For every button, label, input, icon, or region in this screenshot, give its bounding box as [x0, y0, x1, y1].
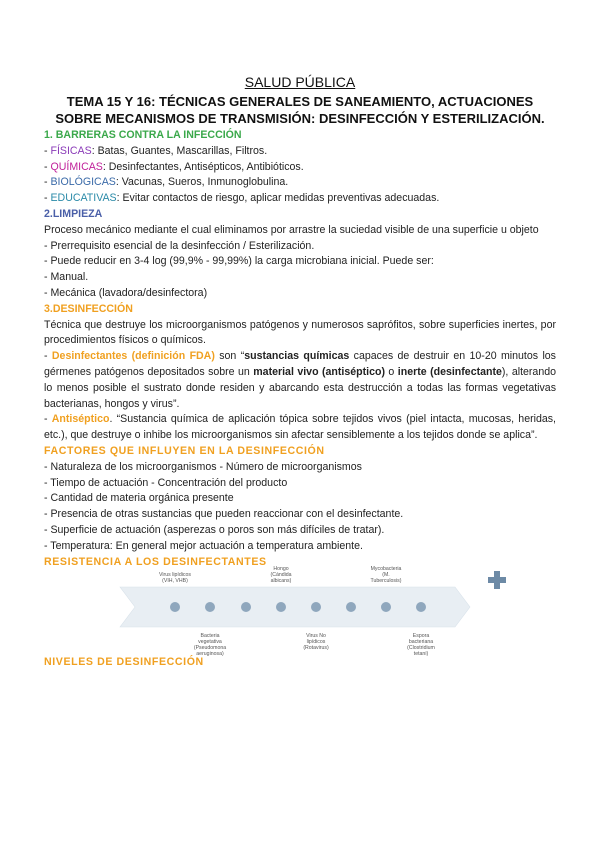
resistance-bottom-label: Bacteria vegetativa (Pseudomona aeruginosa): [193, 633, 227, 657]
resistance-top-label: Virus lipídicos (VIH, VHB): [159, 572, 191, 584]
section-heading-barreras: 1. BARRERAS CONTRA LA INFECCIÓN: [44, 129, 242, 141]
list-item: - EDUCATIVAS: Evitar contactos de riesgo, aplicar medidas preventivas adecuadas.: [44, 192, 440, 205]
resistance-bottom-labels: [194, 633, 435, 657]
section-heading-limpieza: 2.LIMPIEZA: [44, 207, 103, 220]
plus-icon: [488, 571, 506, 589]
resistance-dot: [170, 602, 180, 612]
section-heading-resistencia: RESISTENCIA A LOS DESINFECTANTES: [44, 555, 267, 568]
page-title: SALUD PÚBLICA: [244, 74, 356, 90]
resistance-dot: [346, 602, 356, 612]
list-item: - BIOLÓGICAS: Vacunas, Sueros, Inmunoglobulina.: [44, 176, 289, 189]
list-item: - Cantidad de materia orgánica presente: [44, 492, 234, 505]
list-item: - Naturaleza de los microorganismos - Número de microorganismos: [44, 460, 362, 473]
resistance-dot: [241, 602, 251, 612]
label-fisicas: FÍSICAS: [50, 144, 92, 157]
resistance-bottom-label: Virus No lipídicos (Rotavirus): [303, 633, 329, 651]
document-body: [44, 128, 556, 570]
label-biologicas: BIOLÓGICAS: [50, 176, 116, 189]
label-quimicas: QUÍMICAS: [50, 160, 103, 173]
list-item: - FÍSICAS: Batas, Guantes, Mascarillas, Filtros.: [44, 144, 268, 157]
paragraph-desinfectantes: - Desinfectantes (definición FDA) son “sustancias químicas capaces de destruir en 10-20 minutos los gérmenes patógenos depositados sobre un material vivo (antiséptico) o inerte (desinfectante), alterando lo menos posible el sustrato donde residen y abarcando esta destrucción a todas las formas vegetativas bacterianas, hongos y virus”.: [44, 350, 557, 410]
list-item: - QUÍMICAS: Desinfectantes, Antisépticos, Antibióticos.: [44, 160, 304, 173]
resistance-top-labels: [159, 566, 402, 584]
list-item: - Presencia de otras sustancias que pueden reaccionar con el desinfectante.: [44, 508, 404, 521]
label-antiseptico: Antiséptico: [51, 413, 110, 426]
paragraph: Proceso mecánico mediante el cual eliminamos por arrastre la suciedad visible de una superficie u objeto: [44, 223, 539, 236]
list-item: - Prerrequisito esencial de la desinfección / Esterilización.: [44, 239, 315, 252]
paragraph-antiseptico: - Antiséptico. “Sustancia química de aplicación tópica sobre tejidos vivos (piel intacta, mucosas, heridas, etc.), que destruye o inhibe los microorganismos sin afectar sensiblemente a los tejidos donde se aplica”.: [44, 413, 556, 442]
label-educativas: EDUCATIVAS: [50, 192, 117, 205]
list-item: - Superficie de actuación (asperezas o poros son más difíciles de tratar).: [44, 523, 385, 536]
paragraph: Técnica que destruye los microorganismos patógenos y numerosos saprófitos, sobre superficies inertes, por procedimientos físicos o químicos.: [44, 318, 556, 347]
section-heading-niveles: NIVELES DE DESINFECCIÓN: [44, 656, 204, 668]
page-subtitle: TEMA 15 Y 16: TÉCNICAS GENERALES DE SANEAMIENTO, ACTUACIONES SOBRE MECANISMOS DE TRANSMISIÓN: DESINFECCIÓN Y ESTERILIZACIÓN.: [55, 94, 545, 126]
section-heading-desinfeccion: 3.DESINFECCIÓN: [44, 302, 133, 315]
list-item: - Manual.: [44, 271, 89, 284]
section-heading-factores: FACTORES QUE INFLUYEN EN LA DESINFECCIÓN: [44, 444, 325, 457]
resistance-top-label: Hongo (Cándida albicans): [270, 566, 292, 584]
resistance-dot: [276, 602, 286, 612]
resistance-dot: [381, 602, 391, 612]
label-desinfectantes: Desinfectantes (definición FDA): [51, 350, 215, 363]
resistance-diagram: [115, 565, 515, 660]
list-item: - Tiempo de actuación - Concentración del producto: [44, 476, 288, 489]
resistance-dot: [311, 602, 321, 612]
list-item: - Puede reducir en 3-4 log (99,9% - 99,99%) la carga microbiana inicial. Puede ser:: [44, 255, 434, 268]
list-item: - Temperatura: En general mejor actuación a temperatura ambiente.: [44, 539, 363, 552]
resistance-dot: [416, 602, 426, 612]
resistance-bottom-label: Espora bacteriana (Clostridium tetani): [407, 633, 435, 657]
resistance-dot: [205, 602, 215, 612]
resistance-top-label: Mycobacteria (M. Tuberculosis): [370, 566, 402, 584]
list-item: - Mecánica (lavadora/desinfectora): [44, 286, 208, 299]
